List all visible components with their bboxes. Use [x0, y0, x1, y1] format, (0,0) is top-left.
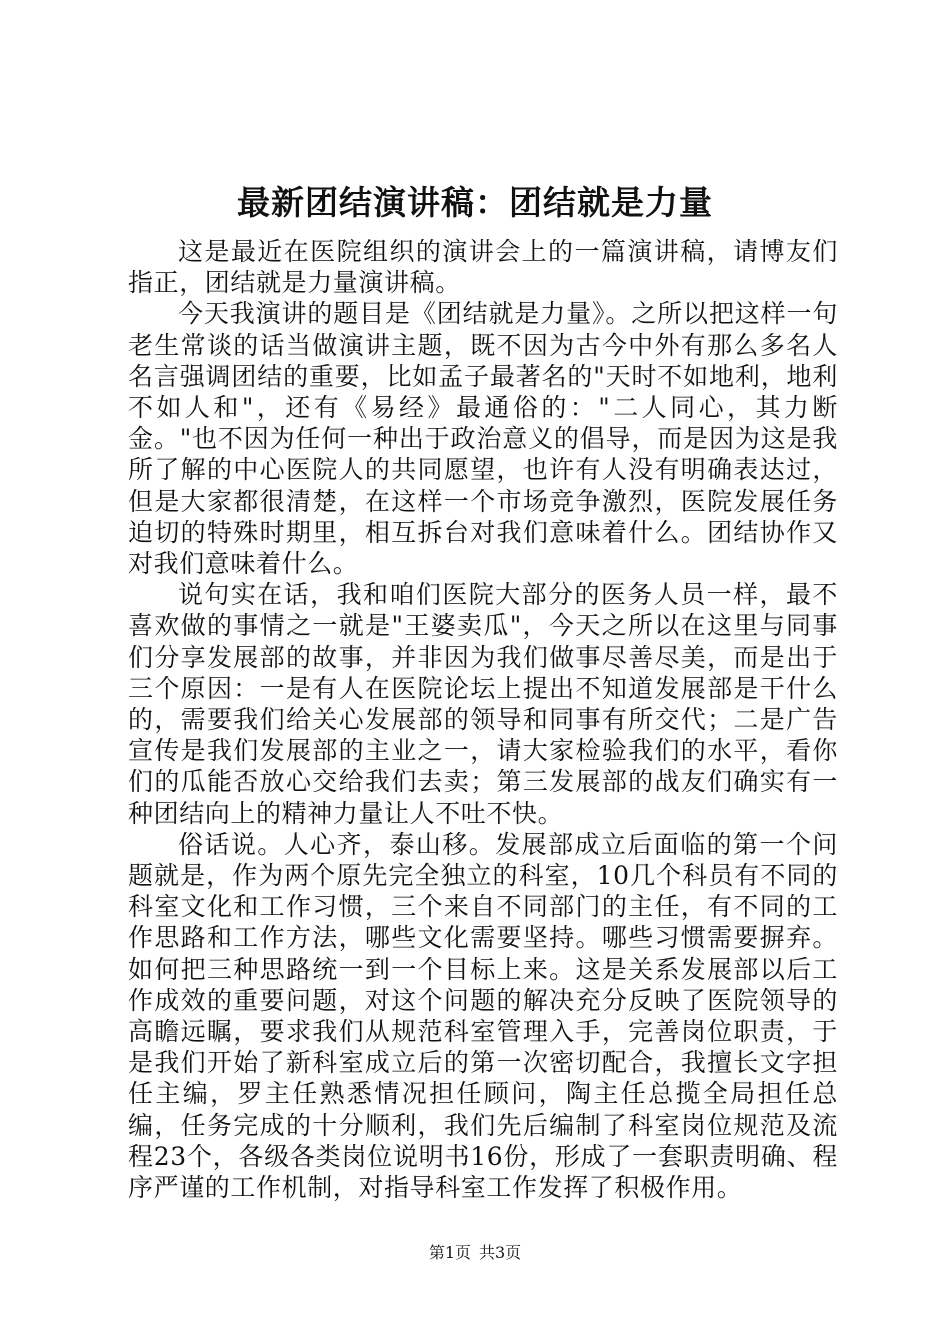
page-number-current: 第1页	[428, 1243, 471, 1262]
document-body	[128, 236, 838, 1203]
page-number-total: 共3页	[479, 1243, 522, 1262]
document-title: 最新团结演讲稿：团结就是力量	[237, 183, 713, 222]
paragraph-2: 今天我演讲的题目是《团结就是力量》。之所以把这样一句老生常谈的话当做演讲主题，既不因为古今中外有那么多名人名言强调团结的重要，比如孟子最著名的"天时不如地利，地利不如人和"，还有《易经》最通俗的："二人同心，其力断金。"也不因为任何一种出于政治意义的倡导，而是因为这是我所了解的中心医院人的共同愿望，也许有人没有明确表达过，但是大家都很清楚，在这样一个市场竞争激烈，医院发展任务迫切的特殊时期里，相互拆台对我们意味着什么。团结协作又对我们意味着什么。	[128, 299, 838, 579]
page-footer	[0, 1242, 950, 1264]
paragraph-4: 俗话说。人心齐，泰山移。发展部成立后面临的第一个问题就是，作为两个原先完全独立的科室，10几个科员有不同的科室文化和工作习惯，三个来自不同部门的主任，有不同的工作思路和工作方法，哪些文化需要坚持。哪些习惯需要摒弃。如何把三种思路统一到一个目标上来。这是关系发展部以后工作成效的重要问题，对这个问题的解决充分反映了医院领导的高瞻远瞩，要求我们从规范科室管理入手，完善岗位职责，于是我们开始了新科室成立后的第一次密切配合，我擅长文字担任主编，罗主任熟悉情况担任顾问，陶主任总揽全局担任总编，任务完成的十分顺利，我们先后编制了科室岗位规范及流程23个，各级各类岗位说明书16份，形成了一套职责明确、程序严谨的工作机制，对指导科室工作发挥了积极作用。	[128, 829, 838, 1203]
paragraph-3: 说句实在话，我和咱们医院大部分的医务人员一样，最不喜欢做的事情之一就是"王婆卖瓜"，今天之所以在这里与同事们分享发展部的故事，并非因为我们做事尽善尽美，而是出于三个原因：一是有人在医院论坛上提出不知道发展部是干什么的，需要我们给关心发展部的领导和同事有所交代；二是广告宣传是我们发展部的主业之一，请大家检验我们的水平，看你们的瓜能否放心交给我们去卖；第三发展部的战友们确实有一种团结向上的精神力量让人不吐不快。	[128, 580, 838, 828]
paragraph-1: 这是最近在医院组织的演讲会上的一篇演讲稿，请博友们指正，团结就是力量演讲稿。	[128, 237, 838, 298]
